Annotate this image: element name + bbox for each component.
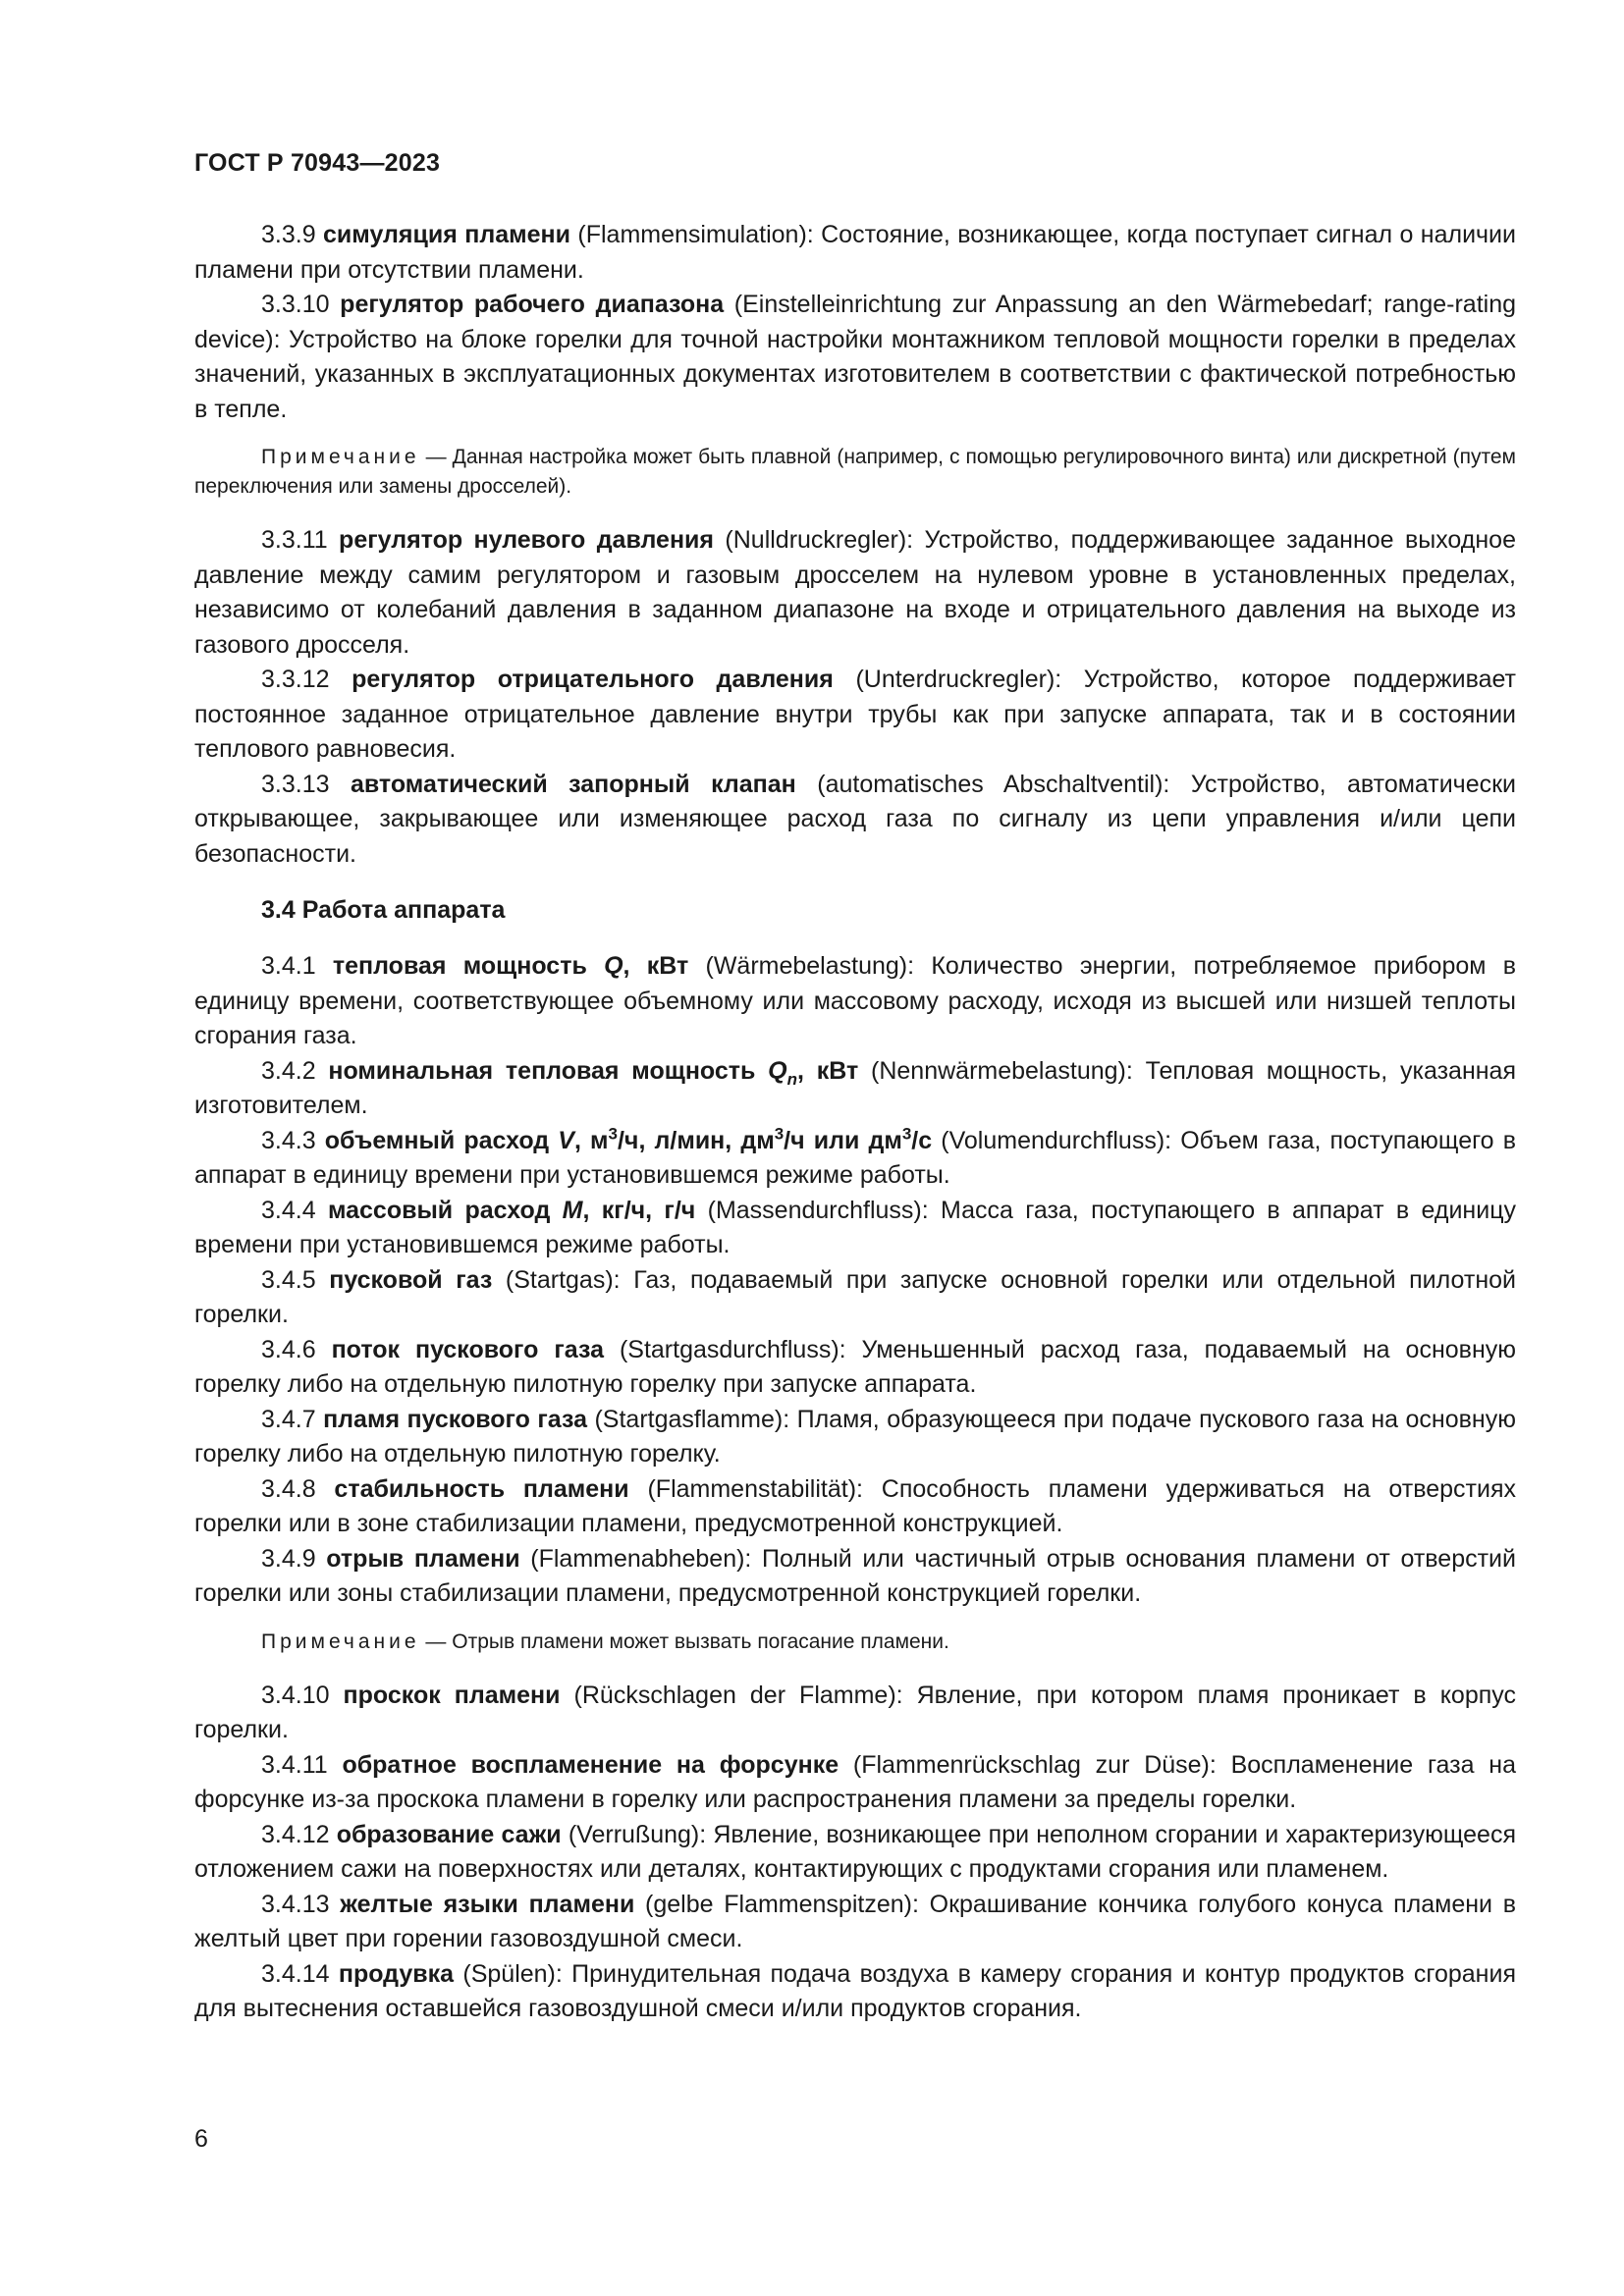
definition-3-4-8: 3.4.8 стабильность пламени (Flammenstabilität): Способность пламени удерживаться на отверстиях горелки или в зоне стабилизации пламени, предусмотренной конструкцией. (194, 1474, 1516, 1537)
definition-3-4-1: 3.4.1 тепловая мощность Q, кВт (Wärmebelastung): Количество энергии, потребляемое прибором в единицу времени, соответствующее объемному или массовому расходу, исходя из высшей или низшей теплоты сгорания газа. (194, 952, 1516, 1049)
note: Примечание — Отрыв пламени может вызвать погасание пламени. (261, 1629, 949, 1653)
definition-3-3-13: 3.3.13 автоматический запорный клапан (automatisches Abschaltventil): Устройство, автоматически открывающее, закрывающее или изменяющее расход газа по сигналу из цепи управления и/или цепи безопасности. (194, 770, 1517, 868)
definition-3-4-10: 3.4.10 проскок пламени (Rückschlagen der Flamme): Явление, при котором пламя проникает в корпус горелки. (194, 1681, 1517, 1743)
note: Примечание — Данная настройка может быть плавной (например, с помощью регулировочного винта) или дискретной (путем переключения или замены дросселей). (194, 446, 1516, 498)
definition-3-4-3: 3.4.3 объемный расход V, $м^3/ч$, л/мин, $дм^3/ч$ или $дм^3/с$ (Volumendurchfluss): Объем газа, поступающего в аппарат в единицу времени при установившемся режиме работы. (194, 1124, 1516, 1189)
definition-3-4-11: 3.4.11 обратное воспламенение на форсунке (Flammenrückschlag zur Düse): Воспламенение газа на форсунке из-за проскока пламени в горелку или распространения пламени за пределы горелки. (194, 1750, 1516, 1813)
definition-3-3-12: 3.3.12 регулятор отрицательного давления (Unterdruckregler): Устройство, которое поддерживает постоянное заданное отрицательное давление внутри трубы как при запуске аппарата, так и в состоянии теплового равновесия. (194, 666, 1517, 763)
definition-3-4-13: 3.4.13 желтые языки пламени (gelbe Flammenspitzen): Окрашивание кончика голубого конуса пламени в желтый цвет при горении газовоздушной смеси. (194, 1890, 1516, 1952)
definition-3-3-11: 3.3.11 регулятор нулевого давления (Nulldruckregler): Устройство, поддерживающее заданное выходное давление между самим регулятором и газовым дросселем на нулевом уровне в установленных пределах, независимо от колебаний давления в заданном диапазоне на входе и отрицательного давления на выходе из газового дросселя. (194, 526, 1516, 659)
definition-3-4-14: 3.4.14 продувка (Spülen): Принудительная подача воздуха в камеру сгорания и контур продуктов сгорания для вытеснения оставшейся газовоздушной смеси и/или продуктов сгорания. (194, 1959, 1516, 2022)
definition-3-3-9: 3.3.9 симуляция пламени (Flammensimulation): Состояние, возникающее, когда поступает сигнал о наличии пламени при отсутствии пламени. (194, 221, 1516, 284)
page-number: 6 (194, 2125, 208, 2153)
definition-3-4-2: 3.4.2 номинальная тепловая мощность $Q_n$, кВт (Nennwärmebelastung): Тепловая мощность, указанная изготовителем. (194, 1056, 1516, 1119)
definition-3-4-5: 3.4.5 пусковой газ (Startgas): Газ, подаваемый при запуске основной горелки или отдельной пилотной горелки. (194, 1265, 1516, 1328)
definition-3-4-6: 3.4.6 поток пускового газа (Startgasdurchfluss): Уменьшенный расход газа, подаваемый на основную горелку либо на отдельную пилотную горелку при запуске аппарата. (194, 1335, 1516, 1398)
definition-3-3-10: 3.3.10 регулятор рабочего диапазона (Einstelleinrichtung zur Anpassung an den Wärmebedarf; range-rating device): Устройство на блоке горелки для точной настройки монтажником тепловой мощности горелки в пределах значений, указанных в эксплуатационных документах изготовителем в соответствии с фактической потребностью в тепле. (194, 291, 1517, 423)
document-body (194, 218, 1516, 2027)
definition-3-4-9: 3.4.9 отрыв пламени (Flammenabheben): Полный или частичный отрыв основания пламени от отверстий горелки или зоны стабилизации пламени, предусмотренной конструкцией горелки. (194, 1544, 1516, 1607)
definition-3-4-7: 3.4.7 пламя пускового газа (Startgasflamme): Пламя, образующееся при подаче пускового газа на основную горелку либо на отдельную пилотную горелку. (194, 1405, 1516, 1468)
document-header: ГОСТ Р 70943—2023 (194, 149, 441, 177)
section-heading: 3.4 Работа аппарата (261, 896, 506, 924)
definition-3-4-4: 3.4.4 массовый расход M, кг/ч, г/ч (Massendurchfluss): Масса газа, поступающего в аппарат в единицу времени при установившемся режиме работы. (194, 1196, 1517, 1258)
definition-3-4-12: 3.4.12 образование сажи (Verrußung): Явление, возникающее при неполном сгорании и характеризующееся отложением сажи на поверхностях или деталях, контактирующих с продуктами сгорания или пламенем. (194, 1820, 1516, 1883)
